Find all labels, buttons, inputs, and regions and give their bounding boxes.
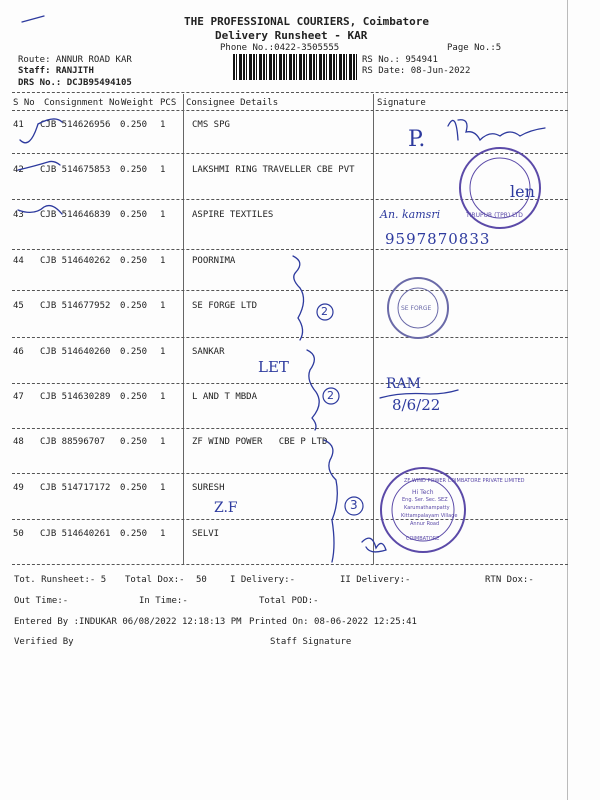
- row-weight: 0.250: [120, 529, 148, 539]
- drs-number: DRS No.: DCJB95494105: [18, 78, 132, 88]
- table-row: [0, 347, 600, 396]
- row-weight: 0.250: [120, 483, 148, 493]
- tot-runsheet: Tot. Runsheet:- 5: [14, 575, 107, 585]
- runsheet-title: Delivery Runsheet - KAR: [215, 29, 368, 42]
- table-header-rule: [12, 110, 568, 111]
- row-weight: 0.250: [120, 347, 148, 357]
- rs-number: RS No.: 954941: [362, 55, 438, 65]
- row-pcs: 1: [160, 529, 166, 539]
- handwritten-name: An. kamsri: [380, 208, 441, 221]
- row-consignee: SANKAR: [192, 347, 225, 357]
- out-time: Out Time:-: [14, 596, 69, 606]
- row-consignment: CJB 88596707: [40, 437, 106, 447]
- col-sno: S No: [13, 98, 35, 108]
- row-weight: 0.250: [120, 256, 148, 266]
- route-label: Route: ANNUR ROAD KAR: [18, 55, 132, 65]
- row-sno: 50: [13, 529, 24, 539]
- row-sno: 45: [13, 301, 24, 311]
- entered-by: Entered By :INDUKAR 06/08/2022 12:18:13 PM: [14, 617, 242, 627]
- row-consignee: CMS SPG: [192, 120, 230, 130]
- row-pcs: 1: [160, 165, 166, 175]
- page-number: Page No.:5: [447, 43, 502, 53]
- row-consignment: CJB 514677952: [40, 301, 111, 311]
- in-time: In Time:-: [139, 596, 188, 606]
- row-consignee: SURESH: [192, 483, 225, 493]
- row-rule: [12, 290, 568, 291]
- row-consignment: CJB 514630289: [40, 392, 111, 402]
- row-sno: 43: [13, 210, 24, 220]
- table-row: [0, 392, 600, 441]
- group-number-3: 3: [350, 498, 358, 512]
- col-consignment: Consignment No: [44, 98, 120, 108]
- row-pcs: 1: [160, 392, 166, 402]
- row-consignee: L AND T MBDA: [192, 392, 258, 402]
- table-top-rule: [12, 92, 568, 93]
- printed-on: Printed On: 08-06-2022 12:25:41: [249, 617, 417, 627]
- row-consignee: SELVI: [192, 529, 220, 539]
- row-consignment: CJB 514626956: [40, 120, 111, 130]
- stamp-3-line1: Hi Tech: [412, 489, 434, 496]
- stamp-3-line2: Eng. Ser. Sec. SEZ: [402, 497, 448, 503]
- i-delivery: I Delivery:-: [230, 575, 296, 585]
- total-dox-label: Total Dox:-: [125, 575, 185, 585]
- row-consignment: CJB 514640262: [40, 256, 111, 266]
- row-pcs: 1: [160, 210, 166, 220]
- verified-by: Verified By: [14, 637, 74, 647]
- handwritten-let: LET: [258, 358, 289, 376]
- company-title: THE PROFESSIONAL COURIERS, Coimbatore: [184, 15, 430, 28]
- row-pcs: 1: [160, 437, 166, 447]
- row-sno: 49: [13, 483, 24, 493]
- table-row: [0, 256, 600, 305]
- rs-date: RS Date: 08-Jun-2022: [362, 66, 471, 76]
- row-weight: 0.250: [120, 392, 148, 402]
- row-weight: 0.250: [120, 210, 148, 220]
- table-row: [0, 301, 600, 350]
- phone-number: Phone No.:0422-3505555: [220, 43, 340, 53]
- handwritten-phone: 9597870833: [385, 230, 491, 248]
- row-consignee: ASPIRE TEXTILES: [192, 210, 274, 220]
- row-rule: [12, 199, 568, 200]
- row-consignment: CJB 514640261: [40, 529, 111, 539]
- row-rule: [12, 249, 568, 250]
- row-sno: 46: [13, 347, 24, 357]
- row-rule: [12, 473, 568, 474]
- stamp-2-text: SE FORGE: [401, 305, 432, 312]
- row-pcs: 1: [160, 256, 166, 266]
- table-row: [0, 529, 600, 578]
- stamp-3-line5: Annur Road: [410, 521, 440, 527]
- corner-mark: [22, 16, 44, 22]
- table-row: [0, 120, 600, 169]
- row-consignment: CJB 514717172: [40, 483, 111, 493]
- row-rule: [12, 337, 568, 338]
- rtn-dox: RTN Dox:-: [485, 575, 534, 585]
- row-rule: [12, 428, 568, 429]
- stamp-3-ring-top: ZF WIND POWER COIMBATORE PRIVATE LIMITED: [404, 478, 525, 484]
- barcode: [233, 54, 357, 80]
- row-sno: 41: [13, 120, 24, 130]
- row-pcs: 1: [160, 483, 166, 493]
- row-sno: 44: [13, 256, 24, 266]
- total-dox-value: 50: [196, 575, 207, 585]
- col-signature: Signature: [377, 98, 426, 108]
- handwritten-date: 8/6/22: [392, 396, 441, 414]
- stamp-3-ring-bottom: COIMBATORE: [406, 536, 440, 542]
- row-consignee: POORNIMA: [192, 256, 236, 266]
- row-consignee: ZF WIND POWER CBE P LTD: [192, 437, 328, 447]
- staff-signature: Staff Signature: [270, 637, 352, 647]
- handwritten-zf: Z.F: [214, 500, 238, 516]
- col-pcs: PCS: [160, 98, 177, 108]
- ii-delivery: II Delivery:-: [340, 575, 411, 585]
- row-rule: [12, 519, 568, 520]
- table-bottom-rule: [12, 564, 568, 565]
- col-consignee: Consignee Details: [186, 98, 279, 108]
- row-weight: 0.250: [120, 437, 148, 447]
- row-weight: 0.250: [120, 165, 148, 175]
- signature-p: P.: [408, 127, 426, 152]
- row-sno: 48: [13, 437, 24, 447]
- handwritten-ram: RAM: [386, 376, 421, 392]
- row-weight: 0.250: [120, 120, 148, 130]
- stamp-3-line3: Karumathampatty: [404, 505, 450, 511]
- row-consignment: CJB 514646839: [40, 210, 111, 220]
- row-sno: 47: [13, 392, 24, 402]
- group-number-2a: 2: [321, 305, 328, 318]
- col-weight: Weight: [121, 98, 154, 108]
- signature-len: len: [510, 182, 535, 201]
- row-pcs: 1: [160, 120, 166, 130]
- row-consignment: CJB 514675853: [40, 165, 111, 175]
- stamp-3-line4: Kittampalayam Village: [401, 513, 458, 519]
- row-rule: [12, 153, 568, 154]
- table-row: [0, 483, 600, 532]
- staff-label: Staff: RANJITH: [18, 66, 94, 76]
- row-pcs: 1: [160, 301, 166, 311]
- row-rule: [12, 383, 568, 384]
- row-consignee: LAKSHMI RING TRAVELLER CBE PVT: [192, 165, 355, 175]
- group-number-2b: 2: [327, 389, 334, 402]
- stamp-1-text: TIRUPUR (TPR) LTD: [466, 212, 523, 219]
- row-pcs: 1: [160, 347, 166, 357]
- total-pod: Total POD:-: [259, 596, 319, 606]
- row-consignee: SE FORGE LTD: [192, 301, 258, 311]
- row-sno: 42: [13, 165, 24, 175]
- row-weight: 0.250: [120, 301, 148, 311]
- row-consignment: CJB 514640260: [40, 347, 111, 357]
